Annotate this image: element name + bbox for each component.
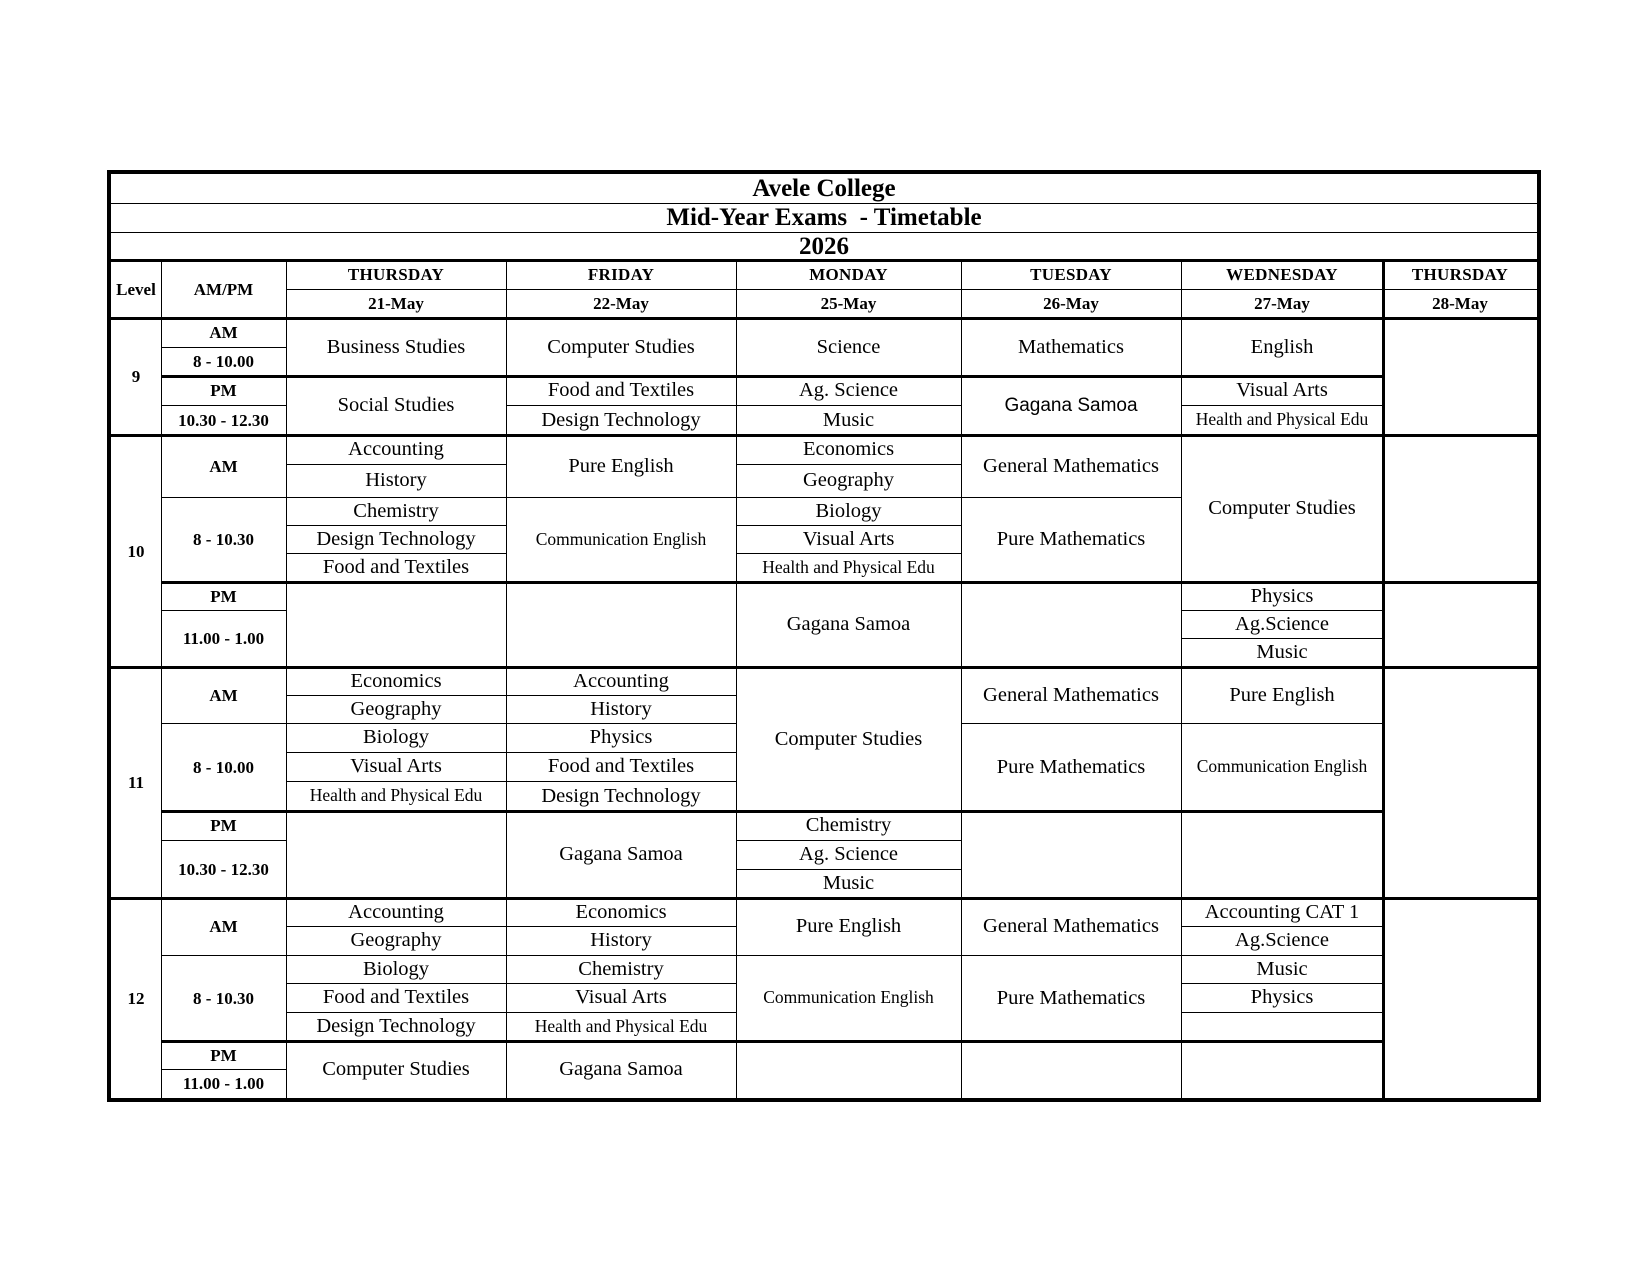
exam-subject: Chemistry xyxy=(805,814,892,837)
session-label: AM xyxy=(209,323,238,342)
session-time: 11.00 - 1.00 xyxy=(182,629,265,648)
exam-subject: Economics xyxy=(350,669,442,692)
grid-line xyxy=(286,260,287,1098)
session-time: 11.00 - 1.00 xyxy=(182,1074,265,1093)
exam-subject: General Mathematics xyxy=(983,683,1159,706)
exam-subject: Health and Physical Edu xyxy=(1195,409,1369,430)
session-time: 8 - 10.00 xyxy=(193,352,254,371)
exam-subject: Ag. Science xyxy=(798,843,899,866)
grid-line xyxy=(1181,983,1383,984)
grid-line xyxy=(286,553,506,554)
grid-line xyxy=(161,260,162,1098)
grid-line xyxy=(286,1012,736,1013)
grid-line xyxy=(1382,260,1385,1098)
exam-subject: Chemistry xyxy=(578,957,664,980)
exam-subject: History xyxy=(365,469,427,492)
exam-subject: Music xyxy=(1256,641,1308,664)
header-date: 26-May xyxy=(1043,294,1099,313)
exam-subject: General Mathematics xyxy=(983,915,1159,938)
grid-line xyxy=(111,434,1537,437)
exam-subject: Design Technology xyxy=(316,1015,476,1038)
grid-line xyxy=(736,260,737,1098)
grid-line xyxy=(736,464,961,465)
grid-line xyxy=(1181,260,1182,1098)
grid-line xyxy=(961,260,962,1098)
grid-line xyxy=(111,666,1537,669)
exam-subject: Health and Physical Edu xyxy=(762,556,935,577)
exam-subject: Ag.Science xyxy=(1235,929,1329,952)
exam-subject: Economics xyxy=(575,900,667,923)
header-level: Level xyxy=(116,279,156,299)
session-label: AM xyxy=(209,917,238,936)
exam-subject: Economics xyxy=(802,438,895,461)
grid-line xyxy=(111,259,1537,262)
exam-subject: Gagana Samoa xyxy=(559,843,683,866)
grid-line xyxy=(286,983,736,984)
session-label: AM xyxy=(209,685,238,705)
exam-subject: Design Technology xyxy=(316,527,476,550)
exam-subject: Accounting CAT 1 xyxy=(1204,900,1360,923)
exam-subject: Social Studies xyxy=(337,394,455,417)
grid-line xyxy=(736,525,961,526)
session-label: PM xyxy=(210,1045,237,1065)
exam-subject: Accounting xyxy=(348,900,444,923)
exam-subject: Mathematics xyxy=(1018,335,1124,358)
grid-line xyxy=(111,317,1537,320)
exam-subject: Pure English xyxy=(568,454,674,477)
exam-subject: Music xyxy=(1256,957,1308,980)
exam-subject: English xyxy=(1250,335,1314,358)
exam-subject: Ag.Science xyxy=(1235,612,1329,635)
level-label: 9 xyxy=(131,367,141,386)
grid-line xyxy=(161,723,736,724)
grid-line xyxy=(161,610,286,611)
grid-line xyxy=(111,232,1537,233)
exam-subject: Biology xyxy=(362,957,430,980)
exam-subject: Design Technology xyxy=(541,784,701,807)
level-label: 11 xyxy=(127,773,145,792)
exam-subject: Physics xyxy=(1250,986,1314,1009)
grid-line xyxy=(161,1040,1383,1043)
grid-line xyxy=(1181,926,1383,927)
exam-subject: Gagana Samoa xyxy=(559,1058,683,1081)
session-time: 10.30 - 12.30 xyxy=(178,859,269,879)
header-day: THURSDAY xyxy=(1411,265,1509,284)
exam-subject: Physics xyxy=(589,726,653,749)
exam-subject: Geography xyxy=(350,697,442,720)
grid-line xyxy=(161,840,286,841)
exam-subject: Food and Textiles xyxy=(547,379,695,402)
grid-line xyxy=(111,203,1537,204)
header-date: 28-May xyxy=(1432,294,1488,313)
session-label: PM xyxy=(210,816,237,835)
grid-line xyxy=(161,347,286,348)
timetable-title: Mid-Year Exams - Timetable xyxy=(666,204,982,231)
grid-line xyxy=(286,289,1537,290)
level-label: 10 xyxy=(127,541,145,561)
header-day: FRIDAY xyxy=(587,265,655,284)
grid-line xyxy=(1181,1012,1383,1013)
exam-subject: Ag. Science xyxy=(798,379,899,402)
exam-subject: Science xyxy=(816,335,881,358)
session-label: PM xyxy=(210,586,237,606)
grid-line xyxy=(286,695,736,696)
header-ampm: AM/PM xyxy=(193,279,254,299)
grid-line xyxy=(286,525,506,526)
exam-subject: Geography xyxy=(350,929,442,952)
grid-line xyxy=(961,723,1383,724)
exam-subject: Chemistry xyxy=(353,499,439,522)
exam-subject: Computer Studies xyxy=(322,1058,470,1081)
exam-subject: Gagana Samoa xyxy=(1004,395,1138,416)
exam-subject: Music xyxy=(822,408,875,431)
session-time: 8 - 10.00 xyxy=(193,757,254,777)
exam-subject: Visual Arts xyxy=(350,755,442,778)
header-day: TUESDAY xyxy=(1030,265,1112,284)
exam-subject: Visual Arts xyxy=(1236,379,1328,402)
exam-subject: History xyxy=(590,697,652,720)
session-label: PM xyxy=(210,381,237,400)
timetable xyxy=(107,170,1541,1102)
grid-line xyxy=(286,464,506,465)
header-date: 21-May xyxy=(368,294,424,313)
grid-line xyxy=(161,1069,286,1070)
exam-subject: Accounting xyxy=(573,669,669,692)
grid-line xyxy=(506,405,961,406)
session-time: 8 - 10.30 xyxy=(193,988,254,1008)
exam-subject: Visual Arts xyxy=(575,986,667,1009)
exam-subject: Business Studies xyxy=(326,335,466,358)
exam-subject: Pure Mathematics xyxy=(996,986,1146,1009)
grid-line xyxy=(1181,638,1383,639)
exam-subject: Accounting xyxy=(348,438,444,461)
grid-line xyxy=(1181,405,1383,406)
header-day: WEDNESDAY xyxy=(1226,265,1338,284)
exam-subject: Pure English xyxy=(795,915,902,938)
grid-line xyxy=(1181,610,1383,611)
exam-subject: Biology xyxy=(815,499,882,522)
exam-subject: Communication English xyxy=(535,528,707,549)
exam-subject: Communication English xyxy=(1196,756,1368,777)
grid-line xyxy=(286,926,736,927)
exam-subject: History xyxy=(590,929,652,952)
exam-subject: Geography xyxy=(802,469,895,492)
exam-subject: Physics xyxy=(1250,584,1314,607)
school-name: Avele College xyxy=(752,175,896,202)
grid-line xyxy=(736,553,961,554)
exam-subject: Health and Physical Edu xyxy=(309,785,483,806)
grid-line xyxy=(736,869,961,870)
exam-subject: Health and Physical Edu xyxy=(534,1015,708,1036)
header-date: 25-May xyxy=(820,294,877,313)
exam-subject: Computer Studies xyxy=(774,727,923,750)
exam-subject: Design Technology xyxy=(541,408,701,431)
level-label: 12 xyxy=(127,988,145,1008)
exam-subject: Computer Studies xyxy=(547,335,695,358)
exam-subject: Communication English xyxy=(763,987,934,1008)
exam-subject: General Mathematics xyxy=(983,454,1159,477)
header-date: 27-May xyxy=(1254,294,1310,313)
exam-subject: Pure Mathematics xyxy=(996,755,1146,778)
grid-line xyxy=(286,752,736,753)
grid-line xyxy=(161,497,1181,498)
exam-subject: Food and Textiles xyxy=(322,986,470,1009)
grid-line xyxy=(161,955,1383,956)
session-time: 10.30 - 12.30 xyxy=(178,410,269,430)
timetable-year: 2026 xyxy=(799,232,849,260)
header-date: 22-May xyxy=(593,294,649,313)
exam-subject: Food and Textiles xyxy=(547,755,695,778)
exam-subject: Pure English xyxy=(1229,683,1335,706)
exam-subject: Food and Textiles xyxy=(322,556,470,579)
session-label: AM xyxy=(209,456,238,476)
exam-subject: Gagana Samoa xyxy=(786,613,911,636)
grid-line xyxy=(736,840,961,841)
grid-line xyxy=(506,260,507,1098)
grid-line xyxy=(161,405,286,406)
exam-subject: Pure Mathematics xyxy=(996,528,1146,551)
grid-line xyxy=(161,581,1537,584)
grid-line xyxy=(161,810,1383,813)
exam-subject: Visual Arts xyxy=(802,527,895,550)
session-time: 8 - 10.30 xyxy=(193,530,254,549)
exam-subject: Music xyxy=(822,872,875,895)
grid-line xyxy=(111,897,1537,900)
header-day: THURSDAY xyxy=(347,265,445,284)
header-day: MONDAY xyxy=(809,265,888,284)
exam-subject: Biology xyxy=(362,726,430,749)
grid-line xyxy=(161,375,1383,378)
exam-subject: Computer Studies xyxy=(1208,497,1356,520)
grid-line xyxy=(286,781,736,782)
